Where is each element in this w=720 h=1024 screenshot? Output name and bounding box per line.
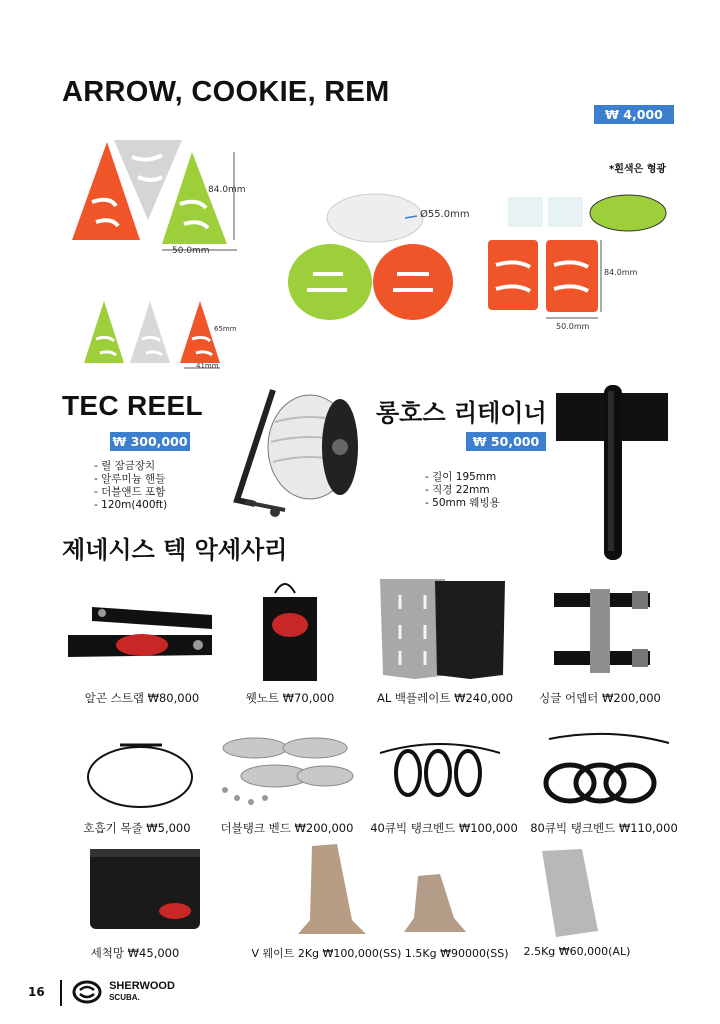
fluorescent-note: *흰색은 형광 <box>609 164 667 175</box>
brand-name: SHERWOOD <box>109 980 175 992</box>
footer-divider <box>60 980 62 1006</box>
single-adapter-image <box>550 585 660 680</box>
hose-feature: - 길이 195mm <box>425 471 500 484</box>
rem-width-dim: 50.0mm <box>556 322 590 331</box>
hose-feature: - 직경 22mm <box>425 484 500 497</box>
caption-al-backplate: AL 백플레이트 ₩240,000 <box>376 691 514 705</box>
price-badge-hose-retainer: ₩ 50,000 <box>466 432 546 451</box>
rem-height-dim: 84.0mm <box>604 268 638 277</box>
cookie-diameter-dim: Ø55.0mm <box>420 209 470 220</box>
brand-sub: SCUBA. <box>109 993 140 1002</box>
caption-v-weight-al: 2.5Kg ₩60,000(AL) <box>523 945 631 958</box>
price-badge-tec-reel: ₩ 300,000 <box>110 432 190 451</box>
caption-wet-notes: 웻노트 ₩70,000 <box>245 691 335 705</box>
double-tank-band-image <box>215 728 355 818</box>
argon-strap-image <box>62 595 222 675</box>
40-cubic-tank-band-image <box>370 735 510 805</box>
section-title-tec-reel: TEC REEL <box>62 390 203 421</box>
regulator-necklace-image <box>80 725 200 815</box>
caption-argon-strap: 알곤 스트랩 ₩80,000 <box>84 691 200 705</box>
hose-feature: - 50mm 웨빙용 <box>425 497 500 510</box>
small-arrow-width-dim: 41mm <box>196 362 219 370</box>
tec-reel-features <box>94 460 167 512</box>
section-title-markers: ARROW, COOKIE, REM <box>62 76 390 108</box>
brand-logo <box>72 980 175 1004</box>
v-weight-1-5kg-image <box>400 870 470 936</box>
section-title-hose-retainer: 롱호스 리테이너 <box>376 399 547 427</box>
v-weight-2kg-image <box>292 840 372 940</box>
caption-single-adapter: 싱글 어뎁터 ₩200,000 <box>539 691 661 705</box>
v-weight-2-5kg-image <box>532 845 612 940</box>
price-badge-markers: ₩ 4,000 <box>594 105 674 124</box>
sherwood-s-icon <box>72 980 102 1004</box>
section-title-genesis: 제네시스 텍 악세사리 <box>62 536 288 564</box>
80-cubic-tank-band-image <box>535 725 675 810</box>
caption-80-cubic-tank-band: 80큐빅 탱크벤드 ₩110,000 <box>530 821 678 835</box>
wet-notes-image <box>255 575 325 685</box>
tec-feature: - 120m(400ft) <box>94 499 167 512</box>
caption-40-cubic-tank-band: 40큐빅 탱크벤드 ₩100,000 <box>370 821 518 835</box>
arrow-markers-image <box>62 132 252 262</box>
hose-retainer-image <box>556 385 676 565</box>
page-number: 16 <box>28 985 45 999</box>
caption-double-tank-band: 더블탱크 벤드 ₩200,000 <box>220 821 354 835</box>
rem-markers-image <box>478 185 678 335</box>
hose-retainer-features <box>425 471 500 510</box>
caption-mesh-bag: 세척망 ₩45,000 <box>90 946 180 960</box>
small-arrow-height-dim: 65mm <box>214 325 237 333</box>
caption-v-weight-ss: V 웨이트 2Kg ₩100,000(SS) 1.5Kg ₩90000(SS) <box>251 947 509 960</box>
arrow-height-dim: 84.0mm <box>208 185 246 195</box>
al-backplate-image <box>375 575 515 685</box>
tec-reel-image <box>225 382 365 527</box>
tec-feature: - 알루미늄 핸들 <box>94 473 167 486</box>
caption-regulator-necklace: 호흡기 목줄 ₩5,000 <box>83 821 191 835</box>
tec-feature: - 릴 잠금장치 <box>94 460 167 473</box>
tec-feature: - 더블앤드 포함 <box>94 486 167 499</box>
mesh-bag-image <box>80 845 210 935</box>
arrow-width-dim: 50.0mm <box>172 246 210 256</box>
